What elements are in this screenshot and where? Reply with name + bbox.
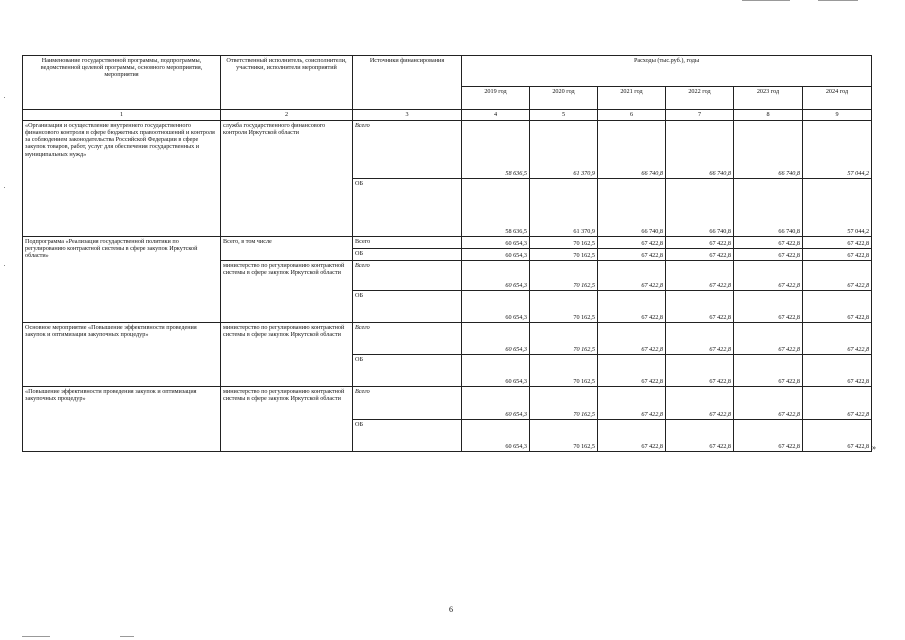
value-cell: 60 654,3	[462, 323, 530, 355]
value-cell: 67 422,8	[666, 323, 734, 355]
value-cell: 67 422,8	[598, 237, 666, 249]
funding-source-cell: ОБ	[353, 355, 462, 387]
value-cell: 70 162,5	[530, 249, 598, 261]
executor-cell: министерство по регулированию контрактной системы в сфере закупок Иркутской области	[221, 387, 353, 452]
value-cell: 61 370,9	[530, 121, 598, 179]
scan-artifact	[818, 0, 858, 1]
value-cell: 70 162,5	[530, 237, 598, 249]
program-name-cell: Основное мероприятие «Повышение эффективности проведения закупок и оптимизация закупочных процедур»	[23, 323, 221, 387]
table-row	[23, 323, 872, 355]
column-number: 6	[598, 110, 666, 121]
header-year: 2021 год	[598, 87, 666, 110]
funding-source-cell: Всего	[353, 121, 462, 179]
value-cell: 67 422,8	[598, 249, 666, 261]
value-cell: 67 422,8	[734, 261, 803, 291]
value-cell: 67 422,8	[666, 387, 734, 420]
value-cell: 58 636,5	[462, 179, 530, 237]
value-cell: 67 422,8	[598, 387, 666, 420]
header-program-name: Наименование государственной программы, подпрограммы, ведомственной целевой программы, основного мероприятия, мероприятия	[23, 56, 221, 110]
executor-cell: служба государственного финансового контроля Иркутской области	[221, 121, 353, 237]
table-row	[23, 237, 872, 249]
value-cell: 57 044,2	[803, 179, 872, 237]
value-cell: 66 740,8	[734, 121, 803, 179]
funding-source-cell: ОБ	[353, 420, 462, 452]
value-cell: 67 422,8	[666, 420, 734, 452]
budget-table	[22, 55, 872, 452]
value-cell: 57 044,2	[803, 121, 872, 179]
column-number: 1	[23, 110, 221, 121]
header-executor: Ответственный исполнитель, соисполнители, участники, исполнители мероприятий	[221, 56, 353, 110]
value-cell: 67 422,8	[803, 291, 872, 323]
page-number: 6	[449, 605, 453, 614]
value-cell: 66 740,8	[734, 179, 803, 237]
value-cell: 67 422,8	[666, 249, 734, 261]
value-cell: 67 422,8	[803, 249, 872, 261]
value-cell: 67 422,8	[803, 420, 872, 452]
column-number: 2	[221, 110, 353, 121]
value-cell: 70 162,5	[530, 323, 598, 355]
value-cell: 67 422,8	[803, 387, 872, 420]
value-cell: 70 162,5	[530, 291, 598, 323]
value-cell: 67 422,8	[598, 355, 666, 387]
funding-source-cell: ОБ	[353, 249, 462, 261]
value-cell: 67 422,8	[666, 261, 734, 291]
value-cell: 67 422,8	[666, 237, 734, 249]
header-year: 2022 год	[666, 87, 734, 110]
value-cell: 67 422,8	[803, 355, 872, 387]
value-cell: 66 740,8	[598, 179, 666, 237]
funding-source-cell: ОБ	[353, 179, 462, 237]
value-cell: 67 422,8	[598, 261, 666, 291]
executor-cell: министерство по регулированию контрактной системы в сфере закупок Иркутской области	[221, 261, 353, 323]
table-row	[23, 121, 872, 179]
funding-source-cell: Всего	[353, 237, 462, 249]
value-cell: 70 162,5	[530, 261, 598, 291]
column-number: 8	[734, 110, 803, 121]
scan-artifact	[4, 265, 5, 266]
value-cell: 67 422,8	[734, 237, 803, 249]
column-number: 4	[462, 110, 530, 121]
value-cell: 67 422,8	[598, 420, 666, 452]
executor-cell: министерство по регулированию контрактной системы в сфере закупок Иркутской области	[221, 323, 353, 387]
value-cell: 67 422,8	[803, 323, 872, 355]
program-name-cell: Подпрограмма «Реализация государственной политики по регулированию контрактной системы в сфере закупок Иркутской области»	[23, 237, 221, 323]
value-cell: 60 654,3	[462, 261, 530, 291]
value-cell: 67 422,8	[598, 291, 666, 323]
header-year: 2024 год	[803, 87, 872, 110]
funding-source-cell: Всего	[353, 387, 462, 420]
scan-artifact	[22, 636, 50, 637]
value-cell: 67 422,8	[734, 420, 803, 452]
value-cell: 66 740,8	[666, 179, 734, 237]
value-cell: 67 422,8	[734, 387, 803, 420]
value-cell: 67 422,8	[734, 323, 803, 355]
header-funding-source: Источники финансирования	[353, 56, 462, 110]
table-row	[23, 387, 872, 420]
value-cell: 60 654,3	[462, 291, 530, 323]
funding-source-cell: Всего	[353, 261, 462, 291]
value-cell: 67 422,8	[803, 237, 872, 249]
column-number: 3	[353, 110, 462, 121]
value-cell: 70 162,5	[530, 355, 598, 387]
header-row	[23, 56, 872, 87]
header-year: 2020 год	[530, 87, 598, 110]
value-cell: 67 422,8	[803, 261, 872, 291]
value-cell: 67 422,8	[666, 355, 734, 387]
value-cell: 70 162,5	[530, 387, 598, 420]
value-cell: 60 654,3	[462, 249, 530, 261]
value-cell: 60 654,3	[462, 387, 530, 420]
header-year: 2023 год	[734, 87, 803, 110]
column-number-row	[23, 110, 872, 121]
scan-artifact	[4, 187, 5, 188]
value-cell: 60 654,3	[462, 355, 530, 387]
header-expenses: Расходы (тыс.руб.), годы	[462, 56, 872, 87]
executor-cell: Всего, в том числе	[221, 237, 353, 261]
value-cell: 60 654,3	[462, 420, 530, 452]
column-number: 5	[530, 110, 598, 121]
scan-artifact	[4, 97, 5, 98]
value-cell: 58 636,5	[462, 121, 530, 179]
value-cell: 66 740,8	[666, 121, 734, 179]
value-cell: 67 422,8	[734, 291, 803, 323]
value-cell: 67 422,8	[734, 355, 803, 387]
scan-artifact	[120, 636, 134, 637]
column-number: 7	[666, 110, 734, 121]
value-cell: 67 422,8	[666, 291, 734, 323]
value-cell: 60 654,3	[462, 237, 530, 249]
funding-source-cell: ОБ	[353, 291, 462, 323]
value-cell: 66 740,8	[598, 121, 666, 179]
closing-quote-mark: »	[872, 443, 876, 452]
value-cell: 67 422,8	[734, 249, 803, 261]
value-cell: 70 162,5	[530, 420, 598, 452]
value-cell: 61 370,9	[530, 179, 598, 237]
scan-artifact	[742, 0, 790, 1]
header-year: 2019 год	[462, 87, 530, 110]
column-number: 9	[803, 110, 872, 121]
funding-source-cell: Всего	[353, 323, 462, 355]
program-name-cell: «Повышение эффективности проведения закупок и оптимизация закупочных процедур»	[23, 387, 221, 452]
value-cell: 67 422,8	[598, 323, 666, 355]
program-name-cell: «Организация и осуществление внутреннего государственного финансового контроля в сфере бюджетных правоотношений и контроля за соблюдением законодательства Российской Федерации в сфере закупок товаров, работ, услуг для обеспечения государственных и муниципальных нужд»	[23, 121, 221, 237]
